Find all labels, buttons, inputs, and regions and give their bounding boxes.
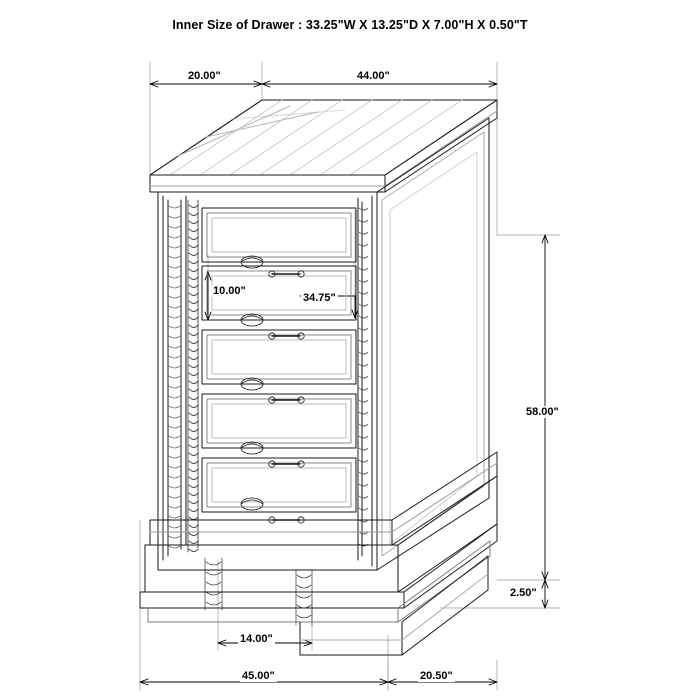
page-title: Inner Size of Drawer : 33.25"W X 13.25"D X 7.00"H X 0.50"T (172, 18, 528, 32)
dimension-label-width-top: 44.00" (357, 70, 390, 82)
dimension-label-base-height: 2.50" (510, 587, 537, 599)
dimension-label-drawer-width: 34.75" (303, 292, 336, 304)
dimension-label-overall-depth: 20.50" (420, 670, 453, 682)
dimension-label-depth-top: 20.00" (188, 70, 221, 82)
dimension-label-base-inset: 14.00" (240, 633, 273, 645)
dimension-label-overall-height: 58.00" (526, 406, 559, 418)
dimension-label-drawer-height: 10.00" (213, 285, 246, 297)
dimension-label-overall-width: 45.00" (242, 670, 275, 682)
